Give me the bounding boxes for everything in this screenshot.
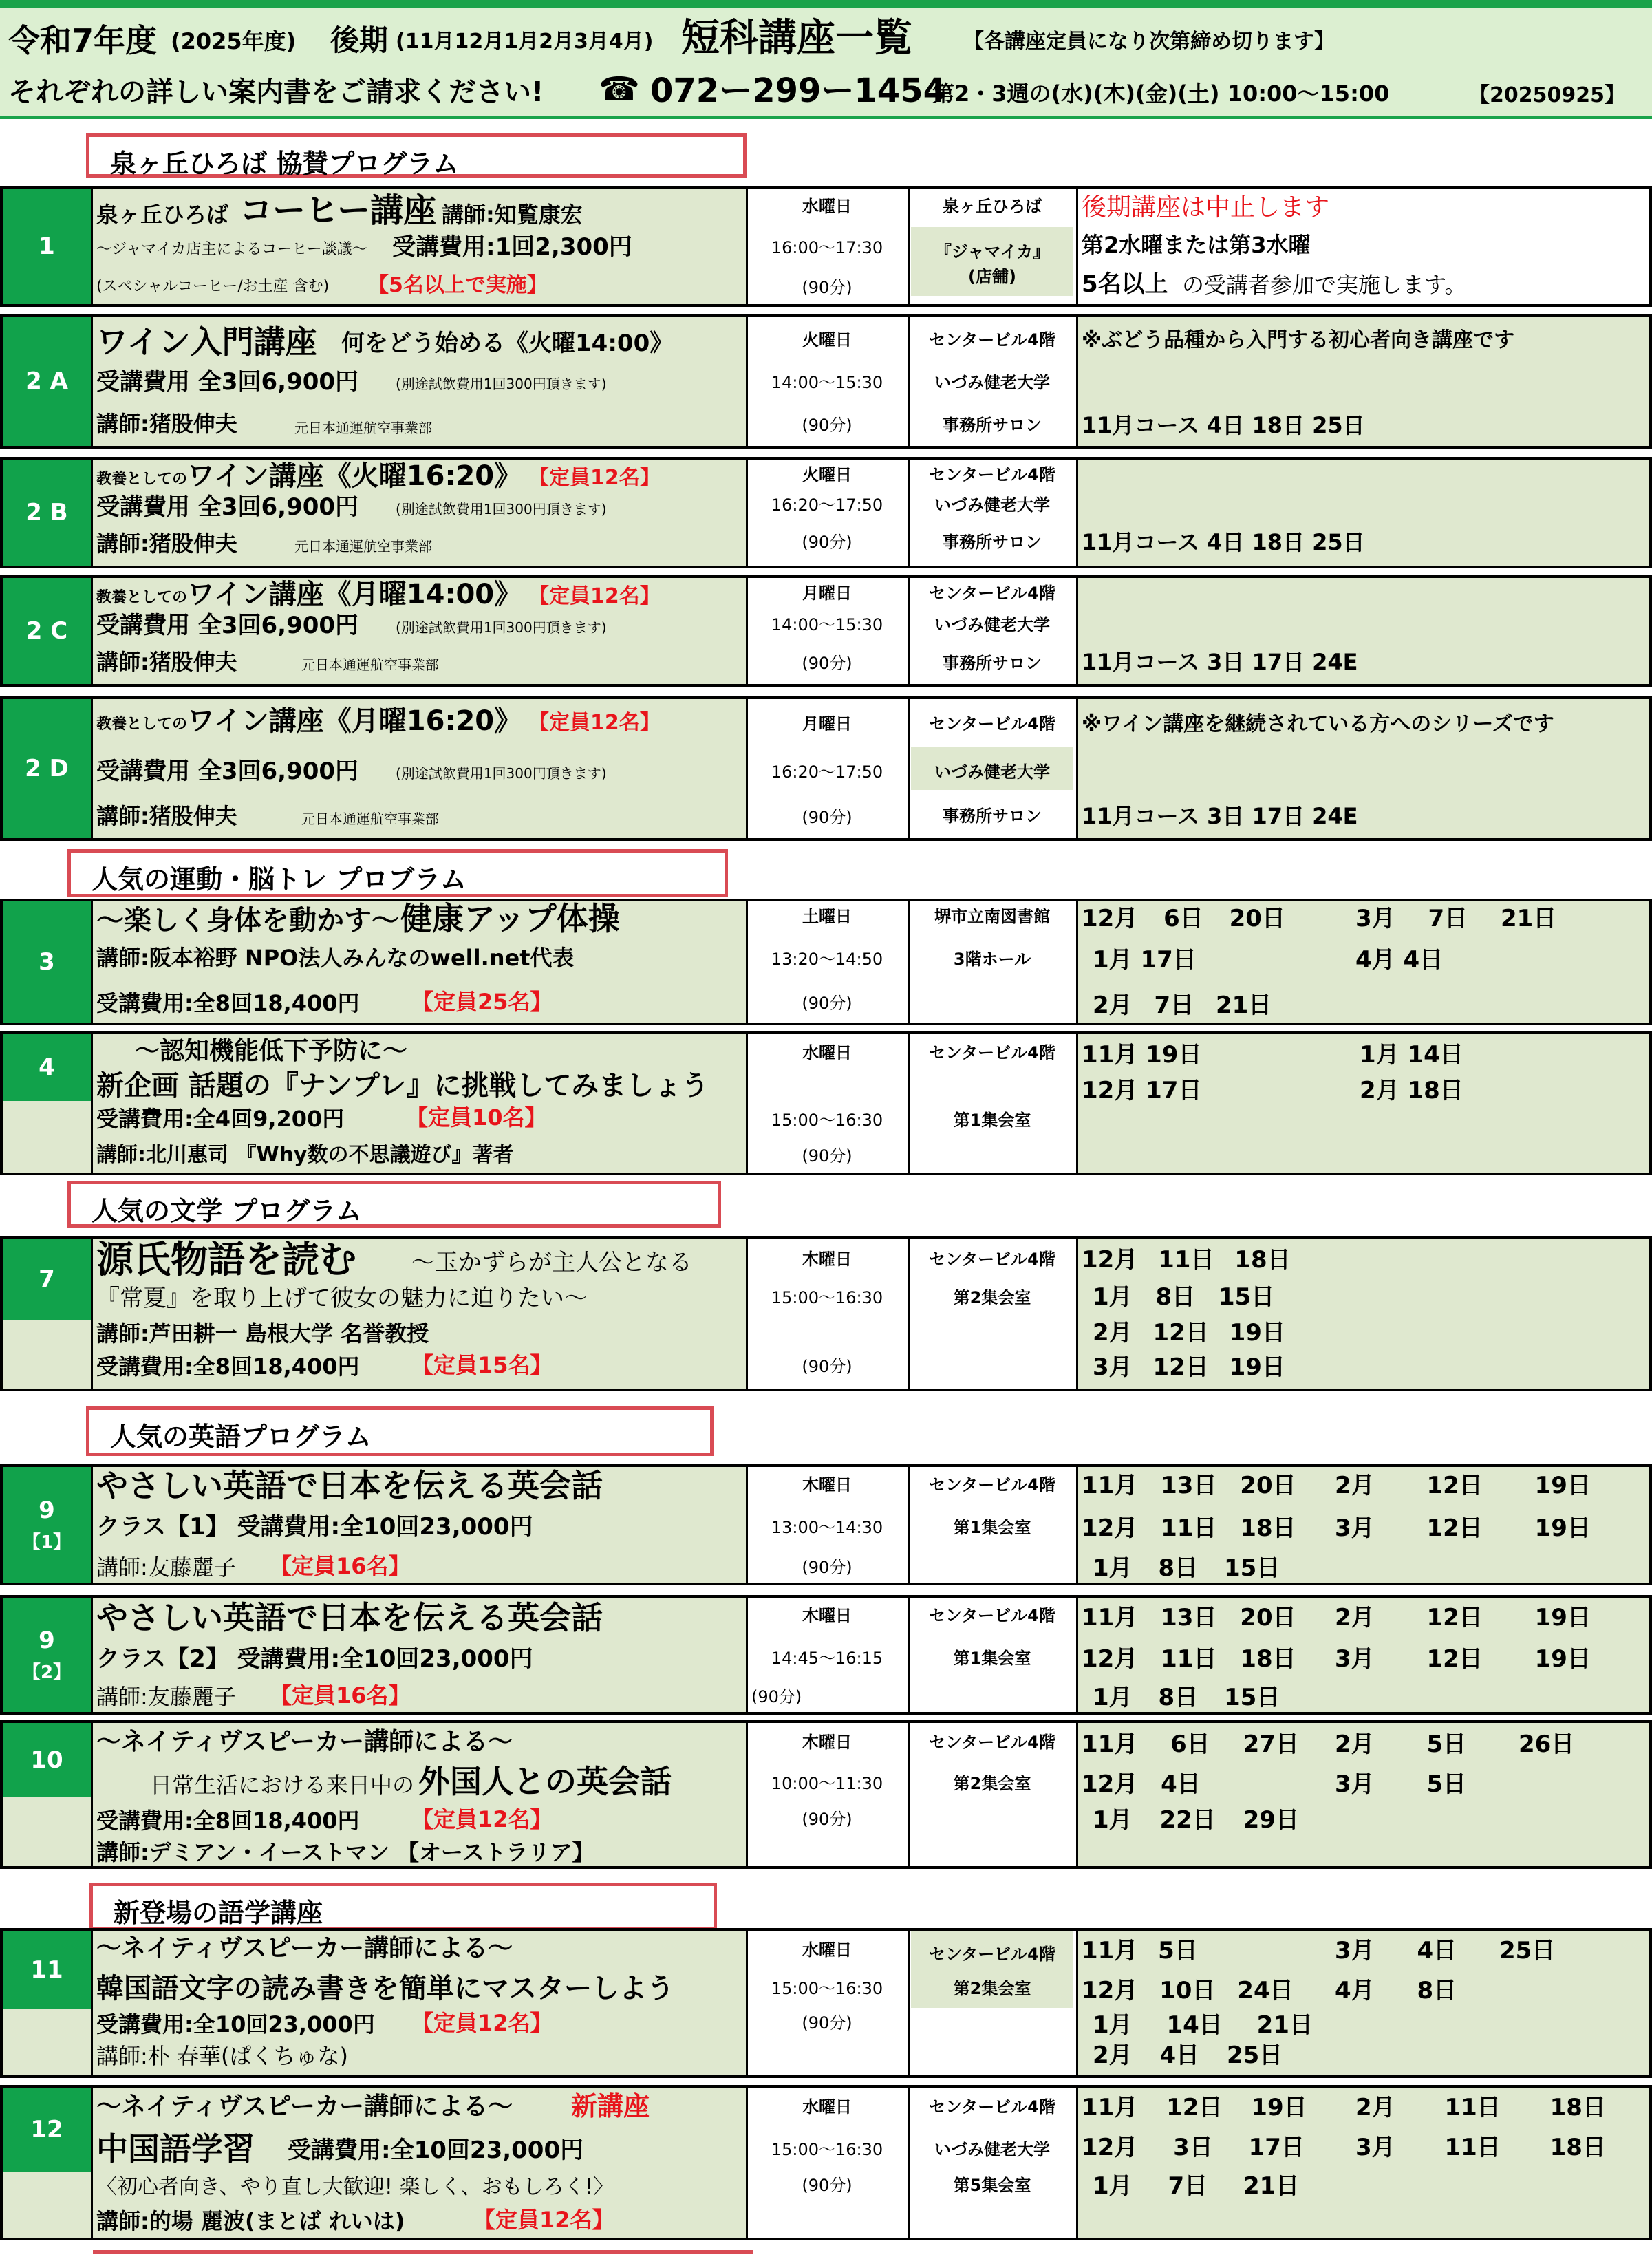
cancel-notice: 後期講座は中止します bbox=[1082, 193, 1330, 222]
date-line: 11月 19日 bbox=[1082, 1041, 1202, 1069]
duration: (90分) bbox=[802, 1357, 852, 1376]
date-line: 3月 12日 19日 bbox=[1335, 1645, 1591, 1673]
date-line: 12月 3日 17日 bbox=[1082, 2134, 1305, 2161]
fee: 受講費用 全3回6,900円 bbox=[96, 758, 359, 785]
date-line: 1月 14日 bbox=[1360, 1041, 1463, 1069]
time: 16:20～17:50 bbox=[771, 762, 883, 782]
request-text: それぞれの詳しい案内書をご請求ください! bbox=[8, 76, 544, 108]
date-line: 3月 7日 21日 bbox=[1355, 905, 1557, 932]
venue: センタービル4階 bbox=[929, 1475, 1055, 1495]
time: 14:00～15:30 bbox=[771, 373, 883, 392]
teacher: 講師:猪股伸夫 bbox=[96, 803, 237, 829]
date-line: 12月 4日 bbox=[1082, 1770, 1201, 1798]
weekday: 木曜日 bbox=[802, 1475, 852, 1495]
course-dates: 11月コース 3日 17日 24E bbox=[1082, 649, 1358, 675]
venue: センタービル4階 bbox=[929, 1250, 1055, 1269]
course-title: やさしい英語で日本を伝える英会話 bbox=[96, 1599, 603, 1636]
course-number: 4 bbox=[3, 1034, 91, 1101]
page-title: 短科講座一覧 bbox=[681, 16, 912, 61]
section-title: 人気の文学 プログラム bbox=[67, 1181, 721, 1228]
duration: (90分) bbox=[802, 416, 852, 435]
phone-icon: ☎ bbox=[599, 70, 640, 109]
date-line: 12月 6日 20日 bbox=[1082, 905, 1285, 932]
fee-note: (スペシャルコーヒー/お土産 含む) bbox=[96, 278, 330, 295]
number-cell-fill bbox=[3, 2172, 91, 2238]
fee-note: (別途試飲費用1回300円頂きます) bbox=[396, 619, 607, 636]
course-title: ワイン講座《月曜16:20》 bbox=[187, 705, 522, 737]
venue: センタービル4階 bbox=[929, 584, 1055, 603]
course-number: 3 bbox=[3, 901, 91, 1023]
course-subtitle: 何をどう始める《火曜14:00》 bbox=[341, 330, 674, 357]
date-line: 1月 22日 29日 bbox=[1093, 1806, 1299, 1834]
course-number: 9 【1】 bbox=[3, 1467, 91, 1583]
capacity: 【定員16名】 bbox=[270, 1682, 411, 1709]
months: (11月12月1月2月3月4月) bbox=[396, 30, 654, 54]
fee: 受講費用:1回2,300円 bbox=[392, 233, 632, 261]
course-subtitle: ～楽しく身体を動かす～ bbox=[96, 905, 399, 936]
time: 13:20～14:50 bbox=[771, 950, 883, 969]
course-title: ワイン講座《火曜16:20》 bbox=[187, 460, 522, 492]
capacity: 【定員25名】 bbox=[411, 989, 553, 1015]
fee: 受講費用 全3回6,900円 bbox=[96, 612, 359, 639]
course-title: 健康アップ体操 bbox=[400, 900, 620, 937]
venue: センタービル4階 bbox=[929, 1945, 1055, 1964]
course-prefix: 教養としての bbox=[96, 471, 188, 488]
venue-org: いづみ健老大学 bbox=[934, 615, 1050, 634]
teacher: 講師:猪股伸夫 bbox=[96, 531, 237, 557]
time: 14:00～15:30 bbox=[771, 615, 883, 634]
duration: (90分) bbox=[802, 994, 852, 1013]
capacity: 【定員12名】 bbox=[528, 584, 661, 608]
teacher: 講師:知覧康宏 bbox=[442, 202, 583, 228]
header-divider bbox=[0, 116, 1652, 119]
course-number: 2 B bbox=[3, 460, 91, 566]
duration: (90分) bbox=[802, 2176, 852, 2195]
note: 第2水曜または第3水曜 bbox=[1082, 232, 1311, 258]
weekday: 水曜日 bbox=[802, 1043, 852, 1062]
fee: 受講費用 全3回6,900円 bbox=[96, 368, 359, 396]
course-subtitle: ～ネイティヴスピーカー講師による～ bbox=[96, 1934, 513, 1962]
venue-org: いづみ健老大学 bbox=[934, 762, 1050, 782]
fee: 受講費用:全8回18,400円 bbox=[96, 1353, 360, 1380]
course-subtitle: ～玉かずらが主人公となる bbox=[411, 1249, 692, 1276]
course-title: コーヒー講座 bbox=[239, 191, 437, 230]
course-number: 2 D bbox=[3, 699, 91, 838]
course-title: 韓国語文字の読み書きを簡単にマスターしよう bbox=[96, 1973, 674, 2004]
venue-room: 第1集会室 bbox=[953, 1518, 1031, 1537]
fee: 受講費用:全10回23,000円 bbox=[288, 2137, 584, 2164]
date-line: 2月 4日 25日 bbox=[1093, 2042, 1283, 2069]
course-prefix: 泉ヶ丘ひろば bbox=[96, 202, 229, 228]
date-line: 3月 5日 bbox=[1335, 1770, 1467, 1798]
fee-note: (別途試飲費用1回300円頂きます) bbox=[396, 501, 607, 517]
date-line: 3月 12日 19日 bbox=[1093, 1353, 1285, 1381]
venue-room: 第1集会室 bbox=[953, 1649, 1031, 1668]
course-subtitle: 『常夏』を取り上げて彼女の魅力に迫りたい～ bbox=[96, 1285, 588, 1312]
section-title: 泉ヶ丘ひろば 協賛プログラム bbox=[86, 133, 747, 178]
capacity: 【定員12名】 bbox=[411, 1806, 553, 1832]
course-title: ワイン講座《月曜14:00》 bbox=[187, 579, 522, 610]
date-line: 2月 7日 21日 bbox=[1093, 992, 1272, 1019]
weekday: 水曜日 bbox=[802, 2097, 852, 2117]
date-line: 1月 14日 21日 bbox=[1093, 2011, 1313, 2039]
course-subtitle: 日常生活における来日中の bbox=[150, 1772, 415, 1798]
fee: 受講費用:全8回18,400円 bbox=[96, 990, 360, 1016]
notice: 【各講座定員になり次第締め切ります】 bbox=[963, 30, 1335, 54]
course-number: 10 bbox=[3, 1723, 91, 1797]
capacity: 【定員12名】 bbox=[528, 711, 661, 735]
capacity: 【定員16名】 bbox=[270, 1553, 411, 1579]
time: 13:00～14:30 bbox=[771, 1518, 883, 1537]
number-cell-fill bbox=[3, 1320, 91, 1389]
note: ※ぶどう品種から入門する初心者向き講座です bbox=[1082, 328, 1515, 352]
course-subtitle: ～ジャマイカ店主によるコーヒー談議～ bbox=[96, 241, 367, 258]
venue-room: 事務所サロン bbox=[943, 533, 1042, 552]
note-bold: 5名以上 bbox=[1082, 270, 1168, 298]
venue-room: 第2集会室 bbox=[953, 1979, 1031, 1998]
weekday: 木曜日 bbox=[802, 1606, 852, 1625]
duration: (90分) bbox=[802, 2013, 852, 2033]
date-line: 1月 8日 15日 bbox=[1093, 1283, 1275, 1311]
date-line: 12月 11日 18日 bbox=[1082, 1246, 1291, 1274]
venue-org: いづみ健老大学 bbox=[934, 373, 1050, 392]
weekday: 水曜日 bbox=[802, 197, 852, 216]
date-line: 3月 12日 19日 bbox=[1335, 1514, 1591, 1542]
min-participants: 【5名以上で実施】 bbox=[368, 273, 548, 297]
venue-room: 3階ホール bbox=[953, 950, 1031, 969]
section-title: 人気の運動・脳トレ プロブラム bbox=[67, 849, 728, 897]
weekday: 木曜日 bbox=[802, 1733, 852, 1752]
date-line: 3月 4日 25日 bbox=[1335, 1937, 1556, 1964]
date-line: 1月 7日 21日 bbox=[1093, 2172, 1300, 2200]
teacher: 講師:友藤麗子 bbox=[96, 1554, 236, 1581]
date-line: 2月 18日 bbox=[1360, 1077, 1463, 1104]
phone-number: 072ー299ー1454 bbox=[650, 72, 946, 110]
duration: (90分) bbox=[802, 654, 852, 673]
venue: センタービル4階 bbox=[929, 1606, 1055, 1625]
course-number: 7 bbox=[3, 1239, 91, 1320]
fee: 受講費用 全3回6,900円 bbox=[96, 493, 359, 521]
teacher: 講師:猪股伸夫 bbox=[96, 649, 237, 675]
duration: (90分) bbox=[802, 1810, 852, 1829]
duration: (90分) bbox=[751, 1687, 802, 1706]
venue: センタービル4階 bbox=[929, 2097, 1055, 2117]
teacher: 講師:朴 春華(ぱくちゅな) bbox=[96, 2043, 348, 2069]
capacity: 【定員15名】 bbox=[411, 1352, 553, 1378]
capacity: 【定員10名】 bbox=[406, 1104, 547, 1131]
venue-room: 第1集会室 bbox=[953, 1111, 1031, 1130]
venue-shop: 『ジャマイカ』 bbox=[934, 242, 1050, 261]
date-line: 2月 11日 18日 bbox=[1355, 2094, 1606, 2121]
course-dates: 11月コース 3日 17日 24E bbox=[1082, 803, 1358, 829]
section-title: 人気の英語プログラム bbox=[86, 1406, 714, 1456]
date-line: 12月 11日 18日 bbox=[1082, 1514, 1296, 1542]
weekday: 火曜日 bbox=[802, 465, 852, 484]
course-number: 1 bbox=[3, 189, 91, 304]
date-line: 11月 13日 20日 bbox=[1082, 1604, 1296, 1631]
course-title: 外国人との英会話 bbox=[418, 1763, 672, 1800]
venue: 堺市立南図書館 bbox=[934, 907, 1050, 926]
date-line: 2月 12日 19日 bbox=[1335, 1604, 1591, 1631]
time: 10:00～11:30 bbox=[771, 1774, 883, 1793]
teacher-note: 元日本通運航空事業部 bbox=[294, 538, 432, 555]
duration: (90分) bbox=[802, 1558, 852, 1577]
venue: センタービル4階 bbox=[929, 1733, 1055, 1752]
fee: クラス【1】 受講費用:全10回23,000円 bbox=[96, 1513, 533, 1541]
date-line: 1月 8日 15日 bbox=[1093, 1554, 1280, 1582]
teacher: 講師:デミアン・イーストマン 【オーストラリア】 bbox=[96, 1839, 594, 1865]
date-line: 4月 4日 bbox=[1355, 946, 1444, 974]
weekday: 月曜日 bbox=[802, 714, 852, 734]
office-hours: 第2・3週の(水)(木)(金)(土) 10:00～15:00 bbox=[932, 81, 1390, 107]
teacher-note: 元日本通運航空事業部 bbox=[301, 811, 439, 827]
weekday: 土曜日 bbox=[802, 907, 852, 926]
doc-code: 【20250925】 bbox=[1469, 83, 1625, 107]
teacher: 講師:阪本裕野 NPO法人みんなのwell.net代表 bbox=[96, 945, 575, 971]
teacher: 講師:北川惠司 『Why数の不思議遊び』著者 bbox=[96, 1143, 514, 1167]
duration: (90分) bbox=[802, 808, 852, 827]
era: 令和7年度 bbox=[8, 22, 158, 59]
fee: クラス【2】 受講費用:全10回23,000円 bbox=[96, 1645, 533, 1673]
course-dates: 11月コース 4日 18日 25日 bbox=[1082, 529, 1365, 555]
note: の受講者参加で実施します。 bbox=[1182, 272, 1467, 298]
venue: センタービル4階 bbox=[929, 330, 1055, 350]
course-title: 源氏物語を読む bbox=[96, 1238, 356, 1281]
teacher: 講師:芦田耕一 島根大学 名誉教授 bbox=[96, 1320, 429, 1347]
teacher: 講師:友藤麗子 bbox=[96, 1684, 236, 1710]
date-line: 4月 8日 bbox=[1335, 1977, 1457, 2004]
time: 15:00～16:30 bbox=[771, 1288, 883, 1307]
note: ※ワイン講座を継続されている方へのシリーズです bbox=[1082, 712, 1554, 736]
venue: センタービル4階 bbox=[929, 714, 1055, 734]
course-number: 11 bbox=[3, 1931, 91, 2009]
time: 15:00～16:30 bbox=[771, 2140, 883, 2159]
date-line: 11月 5日 bbox=[1082, 1937, 1198, 1964]
fee: 受講費用:全8回18,400円 bbox=[96, 1808, 360, 1834]
course-prefix: 教養としての bbox=[96, 716, 188, 733]
time: 14:45～16:15 bbox=[771, 1649, 883, 1668]
venue-room: 事務所サロン bbox=[943, 806, 1042, 826]
time: 15:00～16:30 bbox=[771, 1111, 883, 1130]
duration: (90分) bbox=[802, 278, 852, 297]
venue-room: 第2集会室 bbox=[953, 1774, 1031, 1793]
weekday: 月曜日 bbox=[802, 584, 852, 603]
teacher: 講師:的場 麗波(まとば れいは) bbox=[96, 2208, 405, 2234]
course-title: 新企画 話題の『ナンプレ』に挑戦してみましょう bbox=[96, 1070, 709, 1102]
date-line: 12月 10日 24日 bbox=[1082, 1977, 1294, 2004]
date-line: 2月 12日 19日 bbox=[1335, 1472, 1591, 1499]
date-line: 3月 11日 18日 bbox=[1355, 2134, 1606, 2161]
date-line: 1月 8日 15日 bbox=[1093, 1684, 1280, 1711]
venue: センタービル4階 bbox=[929, 465, 1055, 484]
time: 16:00～17:30 bbox=[771, 238, 883, 257]
date-line: 2月 12日 19日 bbox=[1093, 1319, 1285, 1347]
date-line: 12月 11日 18日 bbox=[1082, 1645, 1296, 1673]
course-title: やさしい英語で日本を伝える英会話 bbox=[96, 1467, 603, 1504]
header-top-bar bbox=[0, 0, 1652, 8]
course-title: 中国語学習 bbox=[96, 2130, 255, 2167]
course-number: 12 bbox=[3, 2088, 91, 2172]
weekday: 木曜日 bbox=[802, 1250, 852, 1269]
new-badge: 新講座 bbox=[571, 2091, 650, 2121]
teacher: 講師:猪股伸夫 bbox=[96, 411, 237, 437]
bottom-rule bbox=[93, 2250, 753, 2254]
venue-room: 事務所サロン bbox=[943, 654, 1042, 673]
course-number: 2 C bbox=[3, 578, 91, 684]
time: 16:20～17:50 bbox=[771, 495, 883, 515]
course-number: 9 【2】 bbox=[3, 1598, 91, 1712]
venue-room: 第2集会室 bbox=[953, 1288, 1031, 1307]
date-line: 11月 12日 19日 bbox=[1082, 2094, 1307, 2121]
venue-org: いづみ健老大学 bbox=[934, 495, 1050, 515]
fee-note: (別途試飲費用1回300円頂きます) bbox=[396, 376, 607, 392]
weekday: 水曜日 bbox=[802, 1940, 852, 1960]
course-subtitle: ～認知機能低下予防に～ bbox=[135, 1037, 408, 1065]
course-subtitle: ～ネイティヴスピーカー講師による～ bbox=[96, 1728, 513, 1756]
course-title: ワイン入門講座 bbox=[96, 323, 317, 361]
time: 15:00～16:30 bbox=[771, 1979, 883, 1998]
teacher-note: 元日本通運航空事業部 bbox=[294, 420, 432, 436]
year-note: (2025年度) bbox=[171, 28, 297, 54]
fee-note: (別途試飲費用1回300円頂きます) bbox=[396, 765, 607, 782]
term: 後期 bbox=[330, 23, 389, 57]
date-line: 1月 17日 bbox=[1093, 946, 1197, 974]
capacity: 【定員12名】 bbox=[473, 2207, 614, 2233]
teacher-note: 元日本通運航空事業部 bbox=[301, 656, 439, 673]
number-cell-fill bbox=[3, 1101, 91, 1173]
course-number: 2 A bbox=[3, 317, 91, 446]
duration: (90分) bbox=[802, 533, 852, 552]
course-note: 〈初心者向き、やり直し大歓迎! 楽しく、おもしろく!〉 bbox=[96, 2175, 614, 2199]
venue-org: いづみ健老大学 bbox=[934, 2140, 1050, 2159]
capacity: 【定員12名】 bbox=[411, 2010, 553, 2036]
venue-room: 事務所サロン bbox=[943, 416, 1042, 435]
capacity: 【定員12名】 bbox=[528, 466, 661, 490]
venue: 泉ヶ丘ひろば bbox=[943, 197, 1042, 216]
fee: 受講費用:全4回9,200円 bbox=[96, 1106, 345, 1132]
date-line: 11月 13日 20日 bbox=[1082, 1472, 1296, 1499]
number-cell-fill bbox=[3, 2009, 91, 2075]
section-title: 新登場の語学講座 bbox=[89, 1883, 717, 1931]
course-dates: 11月コース 4日 18日 25日 bbox=[1082, 412, 1365, 438]
date-line: 12月 17日 bbox=[1082, 1077, 1202, 1104]
weekday: 火曜日 bbox=[802, 330, 852, 350]
number-cell-fill bbox=[3, 1797, 91, 1866]
fee: 受講費用:全10回23,000円 bbox=[96, 2011, 375, 2037]
course-subtitle: ～ネイティヴスピーカー講師による～ bbox=[96, 2092, 513, 2121]
date-line: 2月 5日 26日 bbox=[1335, 1731, 1575, 1758]
venue-type: (店舗) bbox=[968, 267, 1016, 286]
duration: (90分) bbox=[802, 1146, 852, 1166]
course-prefix: 教養としての bbox=[96, 589, 188, 606]
venue: センタービル4階 bbox=[929, 1043, 1055, 1062]
venue-room: 第5集会室 bbox=[953, 2176, 1031, 2195]
date-line: 11月 6日 27日 bbox=[1082, 1731, 1299, 1758]
